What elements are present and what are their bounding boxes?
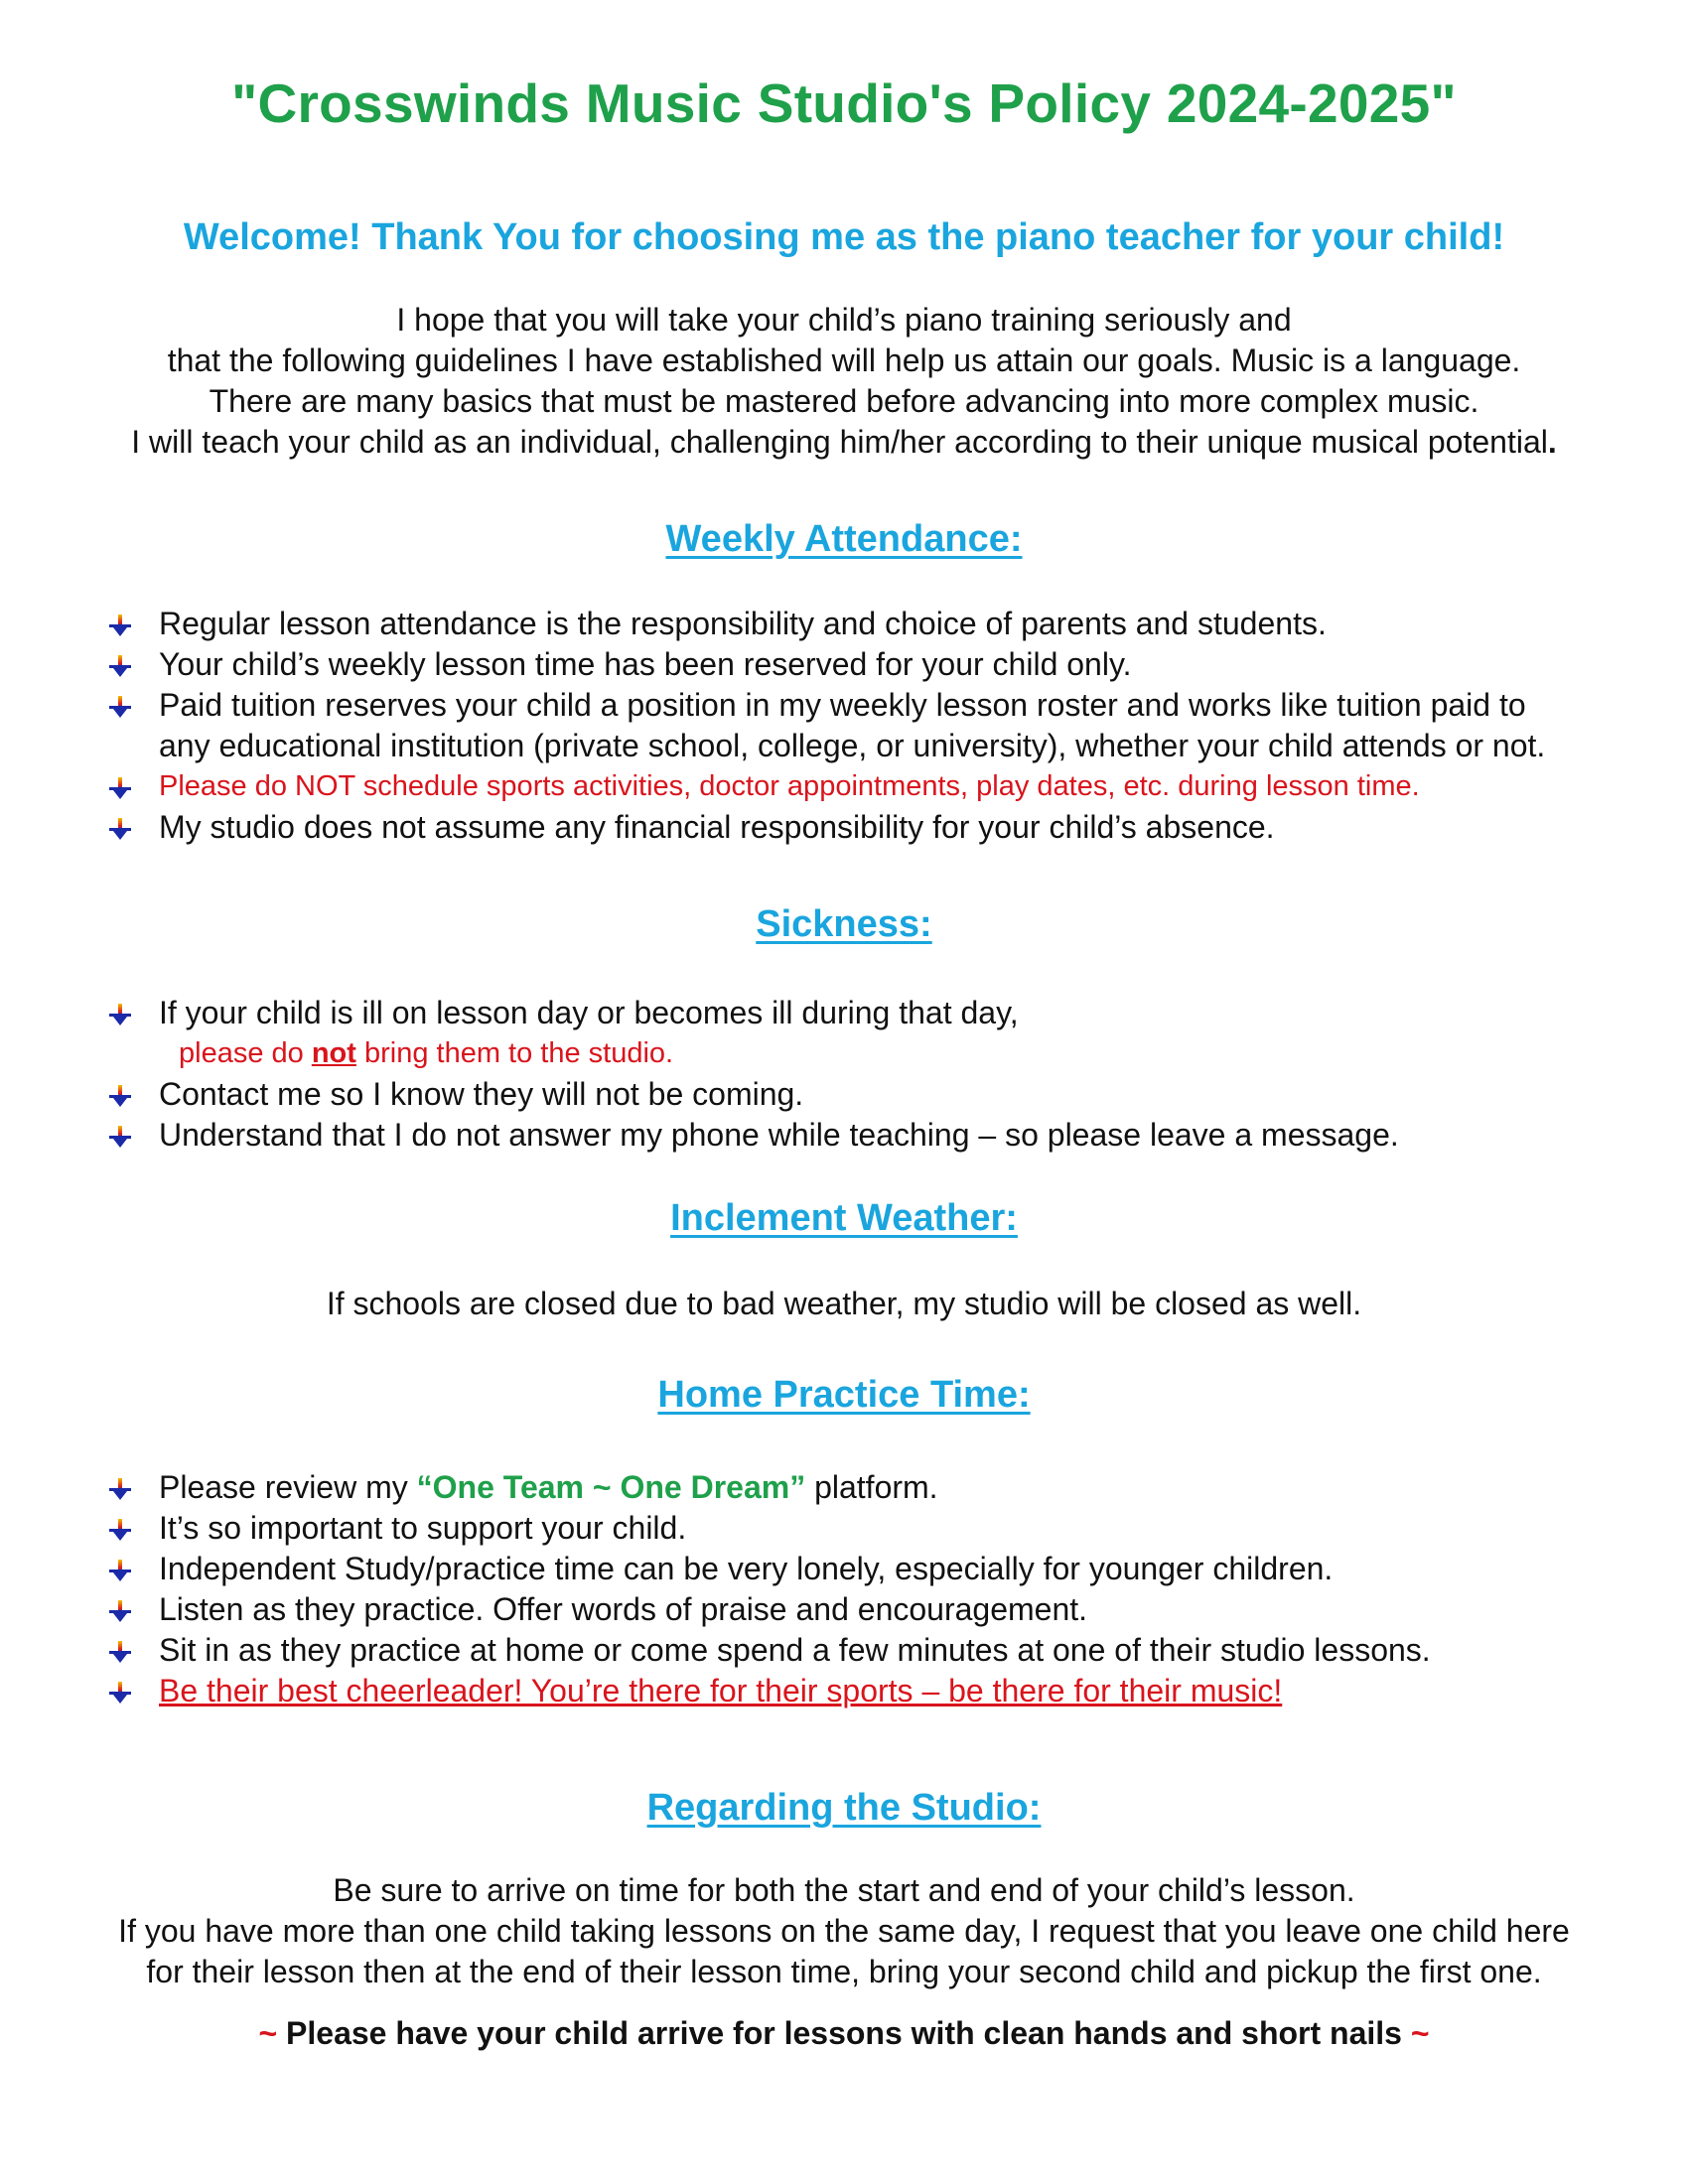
list-item: Contact me so I know they will not be coming. — [107, 1074, 1676, 1115]
list-item: Independent Study/practice time can be very lonely, especially for younger children. — [107, 1549, 1676, 1589]
arrow-down-bullet-icon — [109, 777, 131, 799]
intro-line: I hope that you will take your child’s piano training seriously and — [396, 302, 1292, 338]
arrow-down-bullet-icon — [109, 1641, 131, 1663]
attendance-list — [107, 604, 1676, 848]
list-item: Paid tuition reserves your child a position in my weekly lesson roster and works like tuition paid to — [107, 685, 1676, 726]
welcome-message: Welcome! Thank You for choosing me as the piano teacher for your child! — [183, 216, 1505, 258]
arrow-down-bullet-icon — [109, 1126, 131, 1148]
studio-line: If you have more than one child taking lessons on the same day, I request that you leave one child here — [118, 1913, 1570, 1949]
arrow-down-bullet-icon — [109, 1085, 131, 1107]
list-item-alert: Please do NOT schedule sports activities, doctor appointments, play dates, etc. during lesson time. — [107, 766, 1676, 807]
list-item: It’s so important to support your child. — [107, 1508, 1676, 1549]
weather-text: If schools are closed due to bad weather, my studio will be closed as well. — [326, 1286, 1362, 1321]
heading-inclement-weather: Inclement Weather: — [670, 1197, 1018, 1239]
studio-line: for their lesson then at the end of their lesson time, bring your second child and pickup the first one. — [146, 1954, 1542, 1989]
arrow-down-bullet-icon — [109, 1600, 131, 1622]
arrow-down-bullet-icon — [109, 1478, 131, 1500]
document-title: "Crosswinds Music Studio's Policy 2024-2025" — [231, 72, 1457, 134]
intro-line: There are many basics that must be mastered before advancing into more complex music. — [209, 383, 1479, 419]
platform-name: “One Team ~ One Dream” — [416, 1469, 806, 1505]
studio-paragraph — [0, 1870, 1688, 1992]
arrow-down-bullet-icon — [109, 1519, 131, 1541]
arrow-down-bullet-icon — [109, 655, 131, 677]
list-item: If your child is ill on lesson day or becomes ill during that day, — [107, 993, 1676, 1033]
intro-line: that the following guidelines I have established will help us attain our goals. Music is a language. — [167, 342, 1521, 378]
sickness-list — [107, 993, 1676, 1156]
studio-line: Be sure to arrive on time for both the start and end of your child’s lesson. — [333, 1872, 1355, 1908]
practice-list — [107, 1467, 1676, 1711]
list-item: Understand that I do not answer my phone while teaching – so please leave a message. — [107, 1115, 1676, 1156]
list-item: Please review my “One Team ~ One Dream” platform. — [107, 1467, 1676, 1508]
list-item: Listen as they practice. Offer words of praise and encouragement. — [107, 1589, 1676, 1630]
heading-weekly-attendance: Weekly Attendance: — [665, 518, 1023, 560]
closing-note: ~ Please have your child arrive for lessons with clean hands and short nails ~ — [258, 2015, 1430, 2051]
arrow-down-bullet-icon — [109, 696, 131, 718]
arrow-down-bullet-icon — [109, 1004, 131, 1025]
intro-line: I will teach your child as an individual, challenging him/her according to their unique musical potential. — [131, 424, 1557, 460]
emphasis-not: not — [311, 1037, 356, 1069]
list-item-alert: Be their best cheerleader! You’re there for their sports – be there for their music! — [107, 1671, 1676, 1711]
list-item: My studio does not assume any financial responsibility for your child’s absence. — [107, 807, 1676, 848]
list-item-continuation: please do not bring them to the studio. — [179, 1037, 674, 1069]
arrow-down-bullet-icon — [109, 818, 131, 840]
arrow-down-bullet-icon — [109, 614, 131, 636]
intro-paragraph — [0, 300, 1688, 463]
heading-sickness: Sickness: — [756, 903, 932, 945]
arrow-down-bullet-icon — [109, 1560, 131, 1581]
heading-home-practice: Home Practice Time: — [657, 1374, 1031, 1416]
list-item-continuation: any educational institution (private school, college, or university), whether your child attends or not. — [159, 728, 1546, 763]
list-item: Regular lesson attendance is the responsibility and choice of parents and students. — [107, 604, 1676, 644]
arrow-down-bullet-icon — [109, 1682, 131, 1704]
heading-regarding-studio: Regarding the Studio: — [646, 1787, 1042, 1829]
list-item: Your child’s weekly lesson time has been reserved for your child only. — [107, 644, 1676, 685]
list-item: Sit in as they practice at home or come spend a few minutes at one of their studio lessons. — [107, 1630, 1676, 1671]
